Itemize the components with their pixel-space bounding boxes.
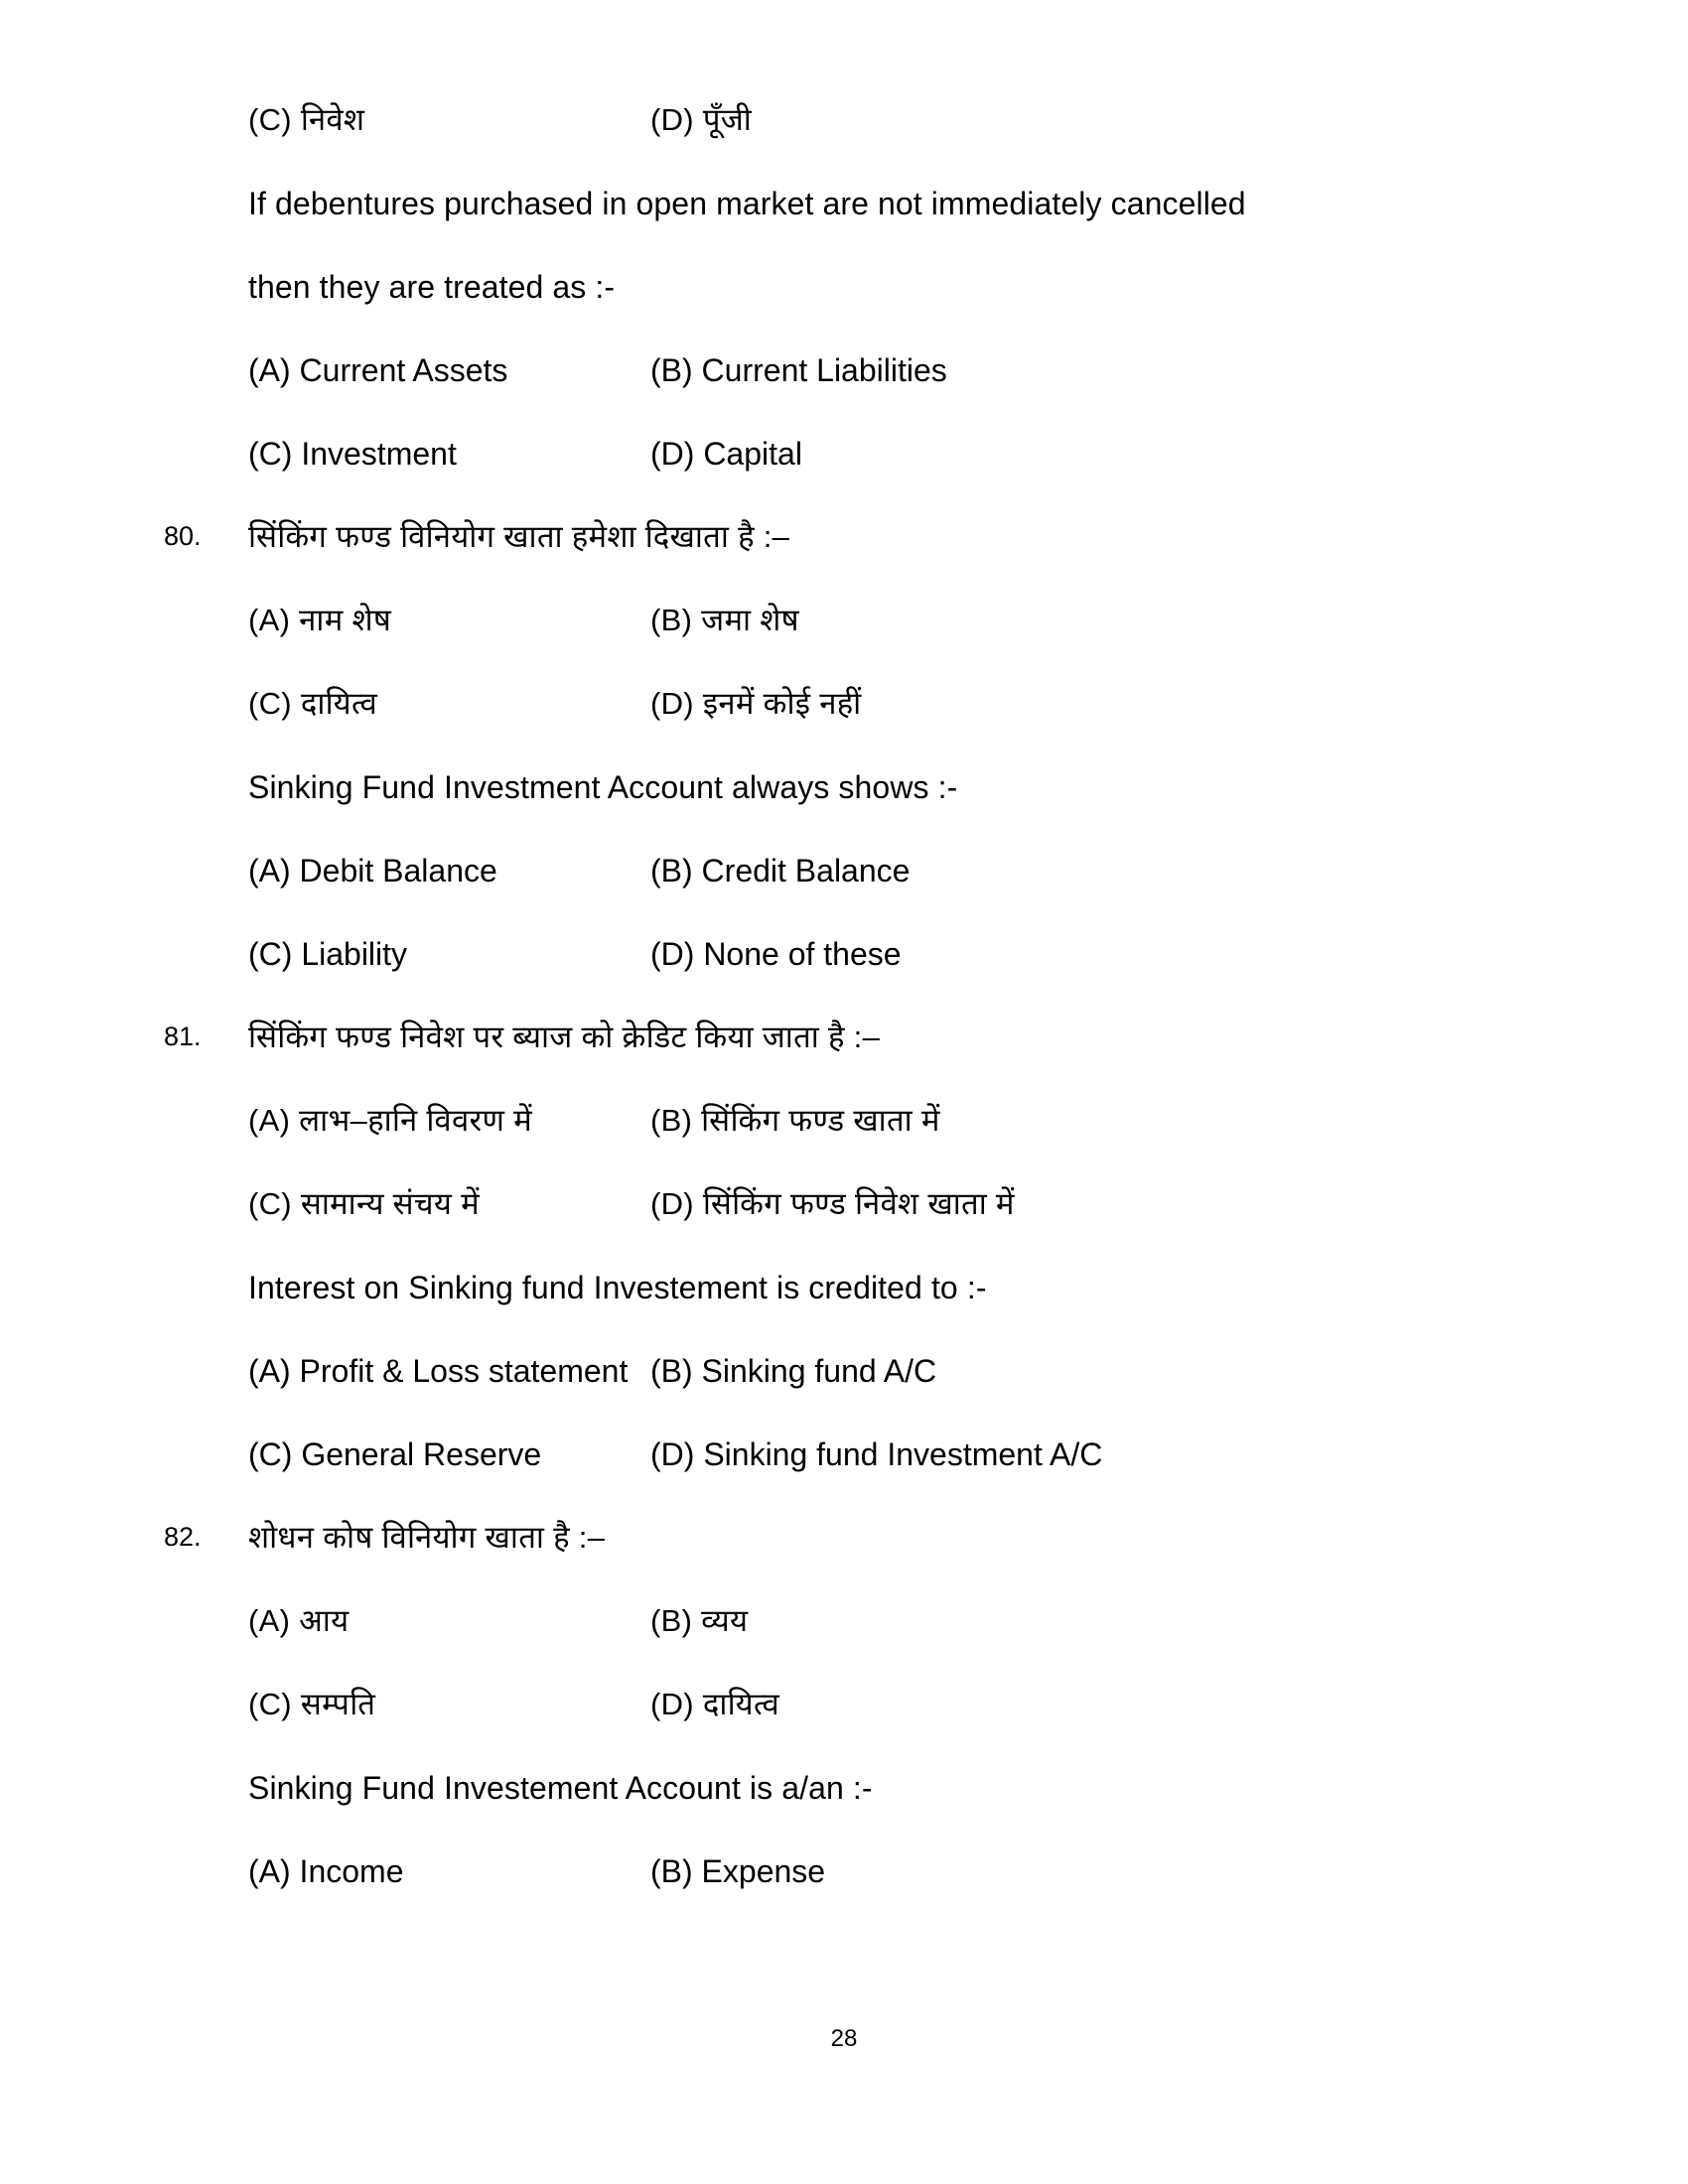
- option-row: [248, 600, 1470, 683]
- option-text: व्यय: [701, 1603, 749, 1638]
- option-label: (A): [248, 1853, 291, 1889]
- option-row: [248, 850, 1470, 933]
- question-stem-continuation: [248, 183, 1470, 266]
- option-label: (D): [650, 436, 695, 472]
- question-stem-continuation: [248, 1267, 1470, 1350]
- question-stem-continuation: [248, 1767, 1470, 1850]
- option-row: [248, 349, 1470, 433]
- option-text: सामान्य संचय में: [300, 1186, 480, 1221]
- option-text: Sinking fund A/C: [701, 1353, 937, 1389]
- answer-option[interactable]: [248, 1600, 349, 1642]
- answer-option[interactable]: [650, 349, 947, 391]
- answer-option[interactable]: [248, 433, 457, 475]
- answer-option[interactable]: [248, 1433, 541, 1475]
- question-text: शोधन कोष विनियोग खाता है :–: [248, 1520, 606, 1555]
- answer-option[interactable]: [248, 1183, 480, 1225]
- option-label: (B): [650, 352, 693, 388]
- option-row: [248, 99, 1470, 183]
- option-text: Current Liabilities: [701, 352, 947, 388]
- option-label: (C): [248, 102, 292, 137]
- option-text: Debit Balance: [299, 853, 497, 888]
- option-text: इनमें कोई नहीं: [702, 686, 862, 721]
- option-label: (C): [248, 436, 293, 472]
- option-label: (C): [248, 1687, 292, 1721]
- answer-option[interactable]: [248, 933, 407, 975]
- answer-option[interactable]: [650, 1350, 936, 1392]
- option-label: (A): [248, 1353, 291, 1389]
- answer-option[interactable]: [248, 1850, 403, 1892]
- option-row: [248, 1433, 1470, 1517]
- answer-option[interactable]: [248, 600, 391, 641]
- option-text: लाभ–हानि विवरण में: [299, 1103, 532, 1138]
- option-text: Expense: [701, 1853, 826, 1889]
- option-text: दायित्व: [300, 686, 378, 721]
- answer-option[interactable]: [248, 1100, 532, 1142]
- option-text: Liability: [301, 936, 408, 972]
- answer-option[interactable]: [248, 683, 377, 725]
- option-text: नाम शेष: [299, 603, 392, 637]
- question-stem: [164, 1517, 1470, 1600]
- option-text: Investment: [301, 436, 457, 472]
- question-text: सिंकिंग फण्ड निवेश पर ब्याज को क्रेडिट किया जाता है :–: [248, 1020, 881, 1054]
- option-label: (A): [248, 853, 291, 888]
- question-text: Sinking Fund Investement Account is a/an :-: [248, 1770, 873, 1806]
- answer-option[interactable]: [650, 1850, 825, 1892]
- option-row: [248, 1183, 1470, 1267]
- option-label: (B): [650, 1603, 693, 1638]
- option-label: (B): [650, 1353, 693, 1389]
- option-label: (C): [248, 936, 293, 972]
- option-label: (A): [248, 1603, 291, 1638]
- option-label: (C): [248, 1436, 293, 1472]
- option-text: सिंकिंग फण्ड खाता में: [701, 1103, 940, 1138]
- question-stem: [164, 516, 1470, 600]
- answer-option[interactable]: [650, 1100, 940, 1142]
- answer-option[interactable]: [650, 1684, 779, 1725]
- option-text: Capital: [703, 436, 802, 472]
- answer-option[interactable]: [650, 1433, 1102, 1475]
- option-label: (B): [650, 603, 693, 637]
- option-row: [248, 433, 1470, 516]
- option-text: Income: [299, 1853, 404, 1889]
- answer-option[interactable]: [650, 1600, 748, 1642]
- option-label: (D): [650, 686, 694, 721]
- option-text: दायित्व: [702, 1687, 780, 1721]
- option-row: [248, 1850, 1470, 1934]
- option-text: Credit Balance: [701, 853, 911, 888]
- option-text: आय: [299, 1603, 350, 1638]
- option-text: General Reserve: [301, 1436, 542, 1472]
- question-number: 80.: [164, 521, 202, 551]
- answer-option[interactable]: [248, 1350, 628, 1392]
- answer-option[interactable]: [650, 683, 862, 725]
- question-text: Sinking Fund Investment Account always shows :-: [248, 769, 958, 805]
- option-text: Sinking fund Investment A/C: [703, 1436, 1103, 1472]
- question-stem-continuation: [248, 766, 1470, 850]
- answer-option[interactable]: [248, 1684, 375, 1725]
- option-text: जमा शेष: [701, 603, 799, 637]
- option-label: (A): [248, 603, 291, 637]
- answer-option[interactable]: [650, 99, 752, 141]
- option-text: Current Assets: [299, 352, 508, 388]
- question-text: then they are treated as :-: [248, 269, 616, 305]
- question-number: 81.: [164, 1022, 202, 1051]
- question-content-column: [164, 99, 1470, 1934]
- answer-option[interactable]: [650, 433, 802, 475]
- option-row: [248, 1684, 1470, 1767]
- option-label: (B): [650, 1103, 693, 1138]
- option-row: [248, 683, 1470, 766]
- option-label: (C): [248, 1186, 292, 1221]
- option-text: None of these: [703, 936, 902, 972]
- answer-option[interactable]: [650, 1183, 1015, 1225]
- option-label: (D): [650, 1186, 694, 1221]
- answer-option[interactable]: [650, 850, 910, 891]
- option-label: (D): [650, 1687, 694, 1721]
- question-text: सिंकिंग फण्ड विनियोग खाता हमेशा दिखाता है :–: [248, 519, 790, 554]
- answer-option[interactable]: [248, 850, 497, 891]
- option-row: [248, 1350, 1470, 1433]
- option-label: (B): [650, 1853, 693, 1889]
- option-text: Profit & Loss statement: [299, 1353, 629, 1389]
- option-text: निवेश: [300, 102, 365, 137]
- option-text: पूँजी: [702, 102, 753, 137]
- option-row: [248, 1600, 1470, 1684]
- answer-option[interactable]: [650, 600, 799, 641]
- option-label: (A): [248, 1103, 291, 1138]
- option-text: सम्पति: [300, 1687, 376, 1721]
- question-stem: [164, 1017, 1470, 1100]
- option-label: (A): [248, 352, 291, 388]
- answer-option[interactable]: [248, 349, 507, 391]
- page-number: 28: [830, 2025, 858, 2052]
- option-label: (D): [650, 936, 695, 972]
- option-text: सिंकिंग फण्ड निवेश खाता में: [702, 1186, 1015, 1221]
- answer-option[interactable]: [650, 933, 902, 975]
- answer-option[interactable]: [248, 99, 364, 141]
- question-number: 82.: [164, 1522, 202, 1552]
- question-text: If debentures purchased in open market are not immediately cancelled: [248, 186, 1246, 221]
- option-label: (D): [650, 1436, 695, 1472]
- option-label: (D): [650, 102, 694, 137]
- option-label: (B): [650, 853, 693, 888]
- option-row: [248, 1100, 1470, 1183]
- option-label: (C): [248, 686, 292, 721]
- option-row: [248, 933, 1470, 1017]
- question-text: Interest on Sinking fund Investement is credited to :-: [248, 1270, 987, 1305]
- question-stem-continuation: [248, 266, 1470, 349]
